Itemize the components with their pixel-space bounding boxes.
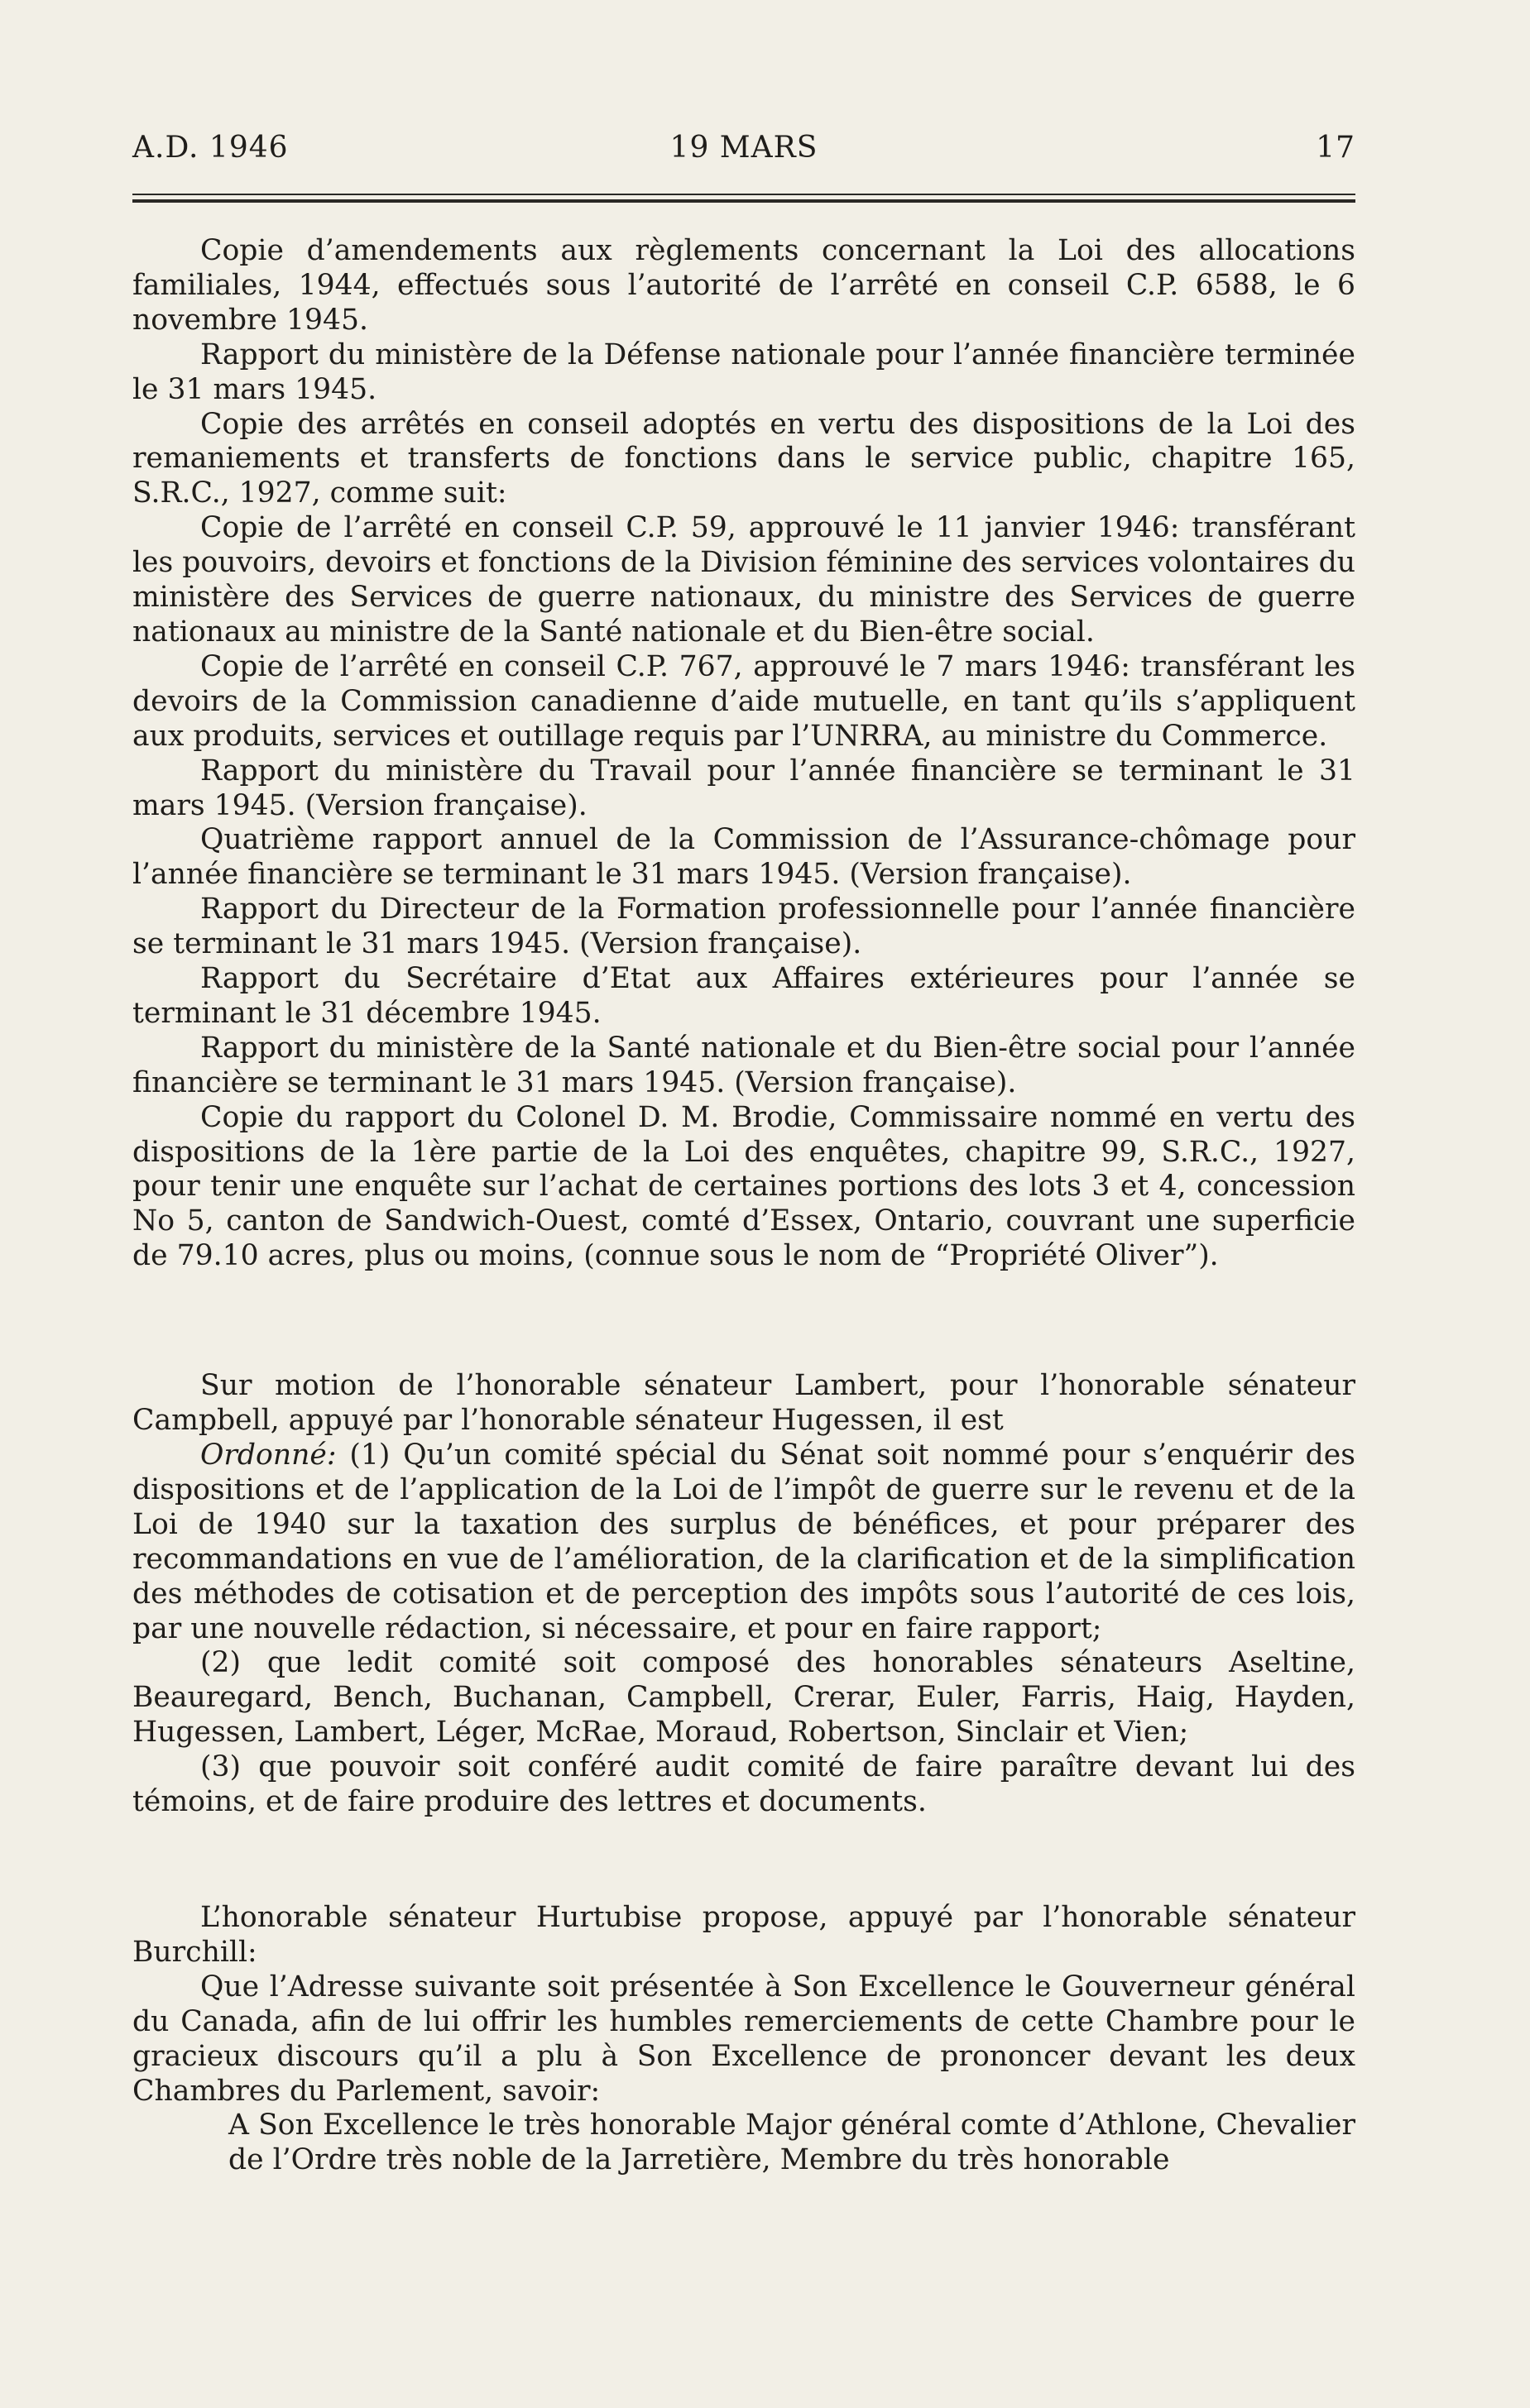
paragraph: Rapport du ministère de la Santé nationale et du Bien-être social pour l’année financière se terminant le 31 mars 1945. (Version française). — [132, 1031, 1355, 1099]
address-salutation: A Son Excellence le très honorable Major général comte d’Athlone, Chevalier de l’Ordre très noble de la Jarretière, Membre du très honorable — [228, 2109, 1355, 2177]
motion-order — [132, 1439, 1355, 1646]
paragraph: Copie de l’arrêté en conseil C.P. 767, approuvé le 7 mars 1946: transférant les devoirs de la Commission canadienne d’aide mutuelle, en tant qu’ils s’appliquent aux produits, services et outillage requis par l’UNRRA, au ministre du Commerce. — [132, 649, 1355, 753]
running-header — [132, 131, 1355, 172]
paragraph: Copie de l’arrêté en conseil C.P. 59, approuvé le 11 janvier 1946: transférant les pouvoirs, devoirs et fonctions de la Division féminine des services volontaires du ministère des Services de guerre nationaux, du ministre des Services de guerre nationaux au ministre de la Santé nationale et du Bien-être social. — [132, 511, 1355, 649]
motion-item-3: (3) que pouvoir soit conféré audit comité de faire paraître devant lui des témoins, et de faire produire des lettres et documents. — [132, 1750, 1355, 1819]
paragraph: Copie du rapport du Colonel D. M. Brodie, Commissaire nommé en vertu des dispositions de la 1ère partie de la Loi des enquêtes, chapitre 99, S.R.C., 1927, pour tenir une enquête sur l’achat de certaines portions des lots 3 et 4, concession No 5, canton de Sandwich-Ouest, comté d’Essex, Ontario, couvrant une superficie de 79.10 acres, plus ou moins, (connue sous le nom de “Propriété Oliver”). — [132, 1100, 1355, 1273]
section-gap — [132, 1274, 1355, 1369]
paragraph: Rapport du Secrétaire d’Etat aux Affaires extérieures pour l’année se terminant le 31 décembre 1945. — [132, 962, 1355, 1030]
page-number: 17 — [1316, 131, 1355, 165]
motion-intro: Sur motion de l’honorable sénateur Lambert, pour l’honorable sénateur Campbell, appuyé par l’honorable sénateur Hugessen, il est — [132, 1369, 1355, 1438]
paragraph: Copie d’amendements aux règlements concernant la Loi des allocations familiales, 1944, effectués sous l’autorité de l’arrêté en conseil C.P. 6588, le 6 novembre 1945. — [132, 234, 1355, 337]
header-year: A.D. 1946 — [132, 131, 289, 165]
paragraph: Rapport du Directeur de la Formation professionnelle pour l’année financière se terminant le 31 mars 1945. (Version française). — [132, 893, 1355, 961]
header-rule-thick — [132, 199, 1355, 203]
ordonne-label: Ordonné: — [200, 1439, 337, 1472]
ordonne-text: (1) Qu’un comité spécial du Sénat soit nommé pour s’enquérir des dispositions et de l’application de la Loi de l’impôt de guerre sur le revenu et de la Loi de 1940 sur la taxation des surplus de bénéfices, et pour préparer des recommandations en vue de l’amélioration, de la clarification et de la simplification des méthodes de cotisation et de perception des impôts sous l’autorité de ces lois, par une nouvelle rédaction, si nécessaire, et pour en faire rapport; — [132, 1439, 1355, 1645]
page-body — [132, 234, 1355, 2178]
address-text: Que l’Adresse suivante soit présentée à Son Excellence le Gouverneur général du Canada, afin de lui offrir les humbles remerciements de cette Chambre pour le gracieux discours qu’il a plu à Son Excellence de prononcer devant les deux Chambres du Parlement, savoir: — [132, 1970, 1355, 2108]
section-gap — [132, 1820, 1355, 1901]
header-rule-thin — [132, 194, 1355, 195]
paragraph: Rapport du ministère du Travail pour l’année financière se terminant le 31 mars 1945. (Version française). — [132, 754, 1355, 822]
header-date: 19 MARS — [669, 131, 818, 165]
address-intro: L’honorable sénateur Hurtubise propose, appuyé par l’honorable sénateur Burchill: — [132, 1900, 1355, 1969]
motion-item-2: (2) que ledit comité soit composé des honorables sénateurs Aseltine, Beauregard, Bench, Buchanan, Campbell, Crerar, Euler, Farris, Haig, Hayden, Hugessen, Lambert, Léger, McRae, Moraud, Robertson, Sinclair et Vien; — [132, 1646, 1355, 1750]
paragraph: Quatrième rapport annuel de la Commission de l’Assurance-chômage pour l’année financière se terminant le 31 mars 1945. (Version française). — [132, 823, 1355, 892]
paragraph: Rapport du ministère de la Défense nationale pour l’année financière terminée le 31 mars 1945. — [132, 338, 1355, 406]
paragraph: Copie des arrêtés en conseil adoptés en vertu des dispositions de la Loi des remaniements et transferts de fonctions dans le service public, chapitre 165, S.R.C., 1927, comme suit: — [132, 407, 1355, 510]
